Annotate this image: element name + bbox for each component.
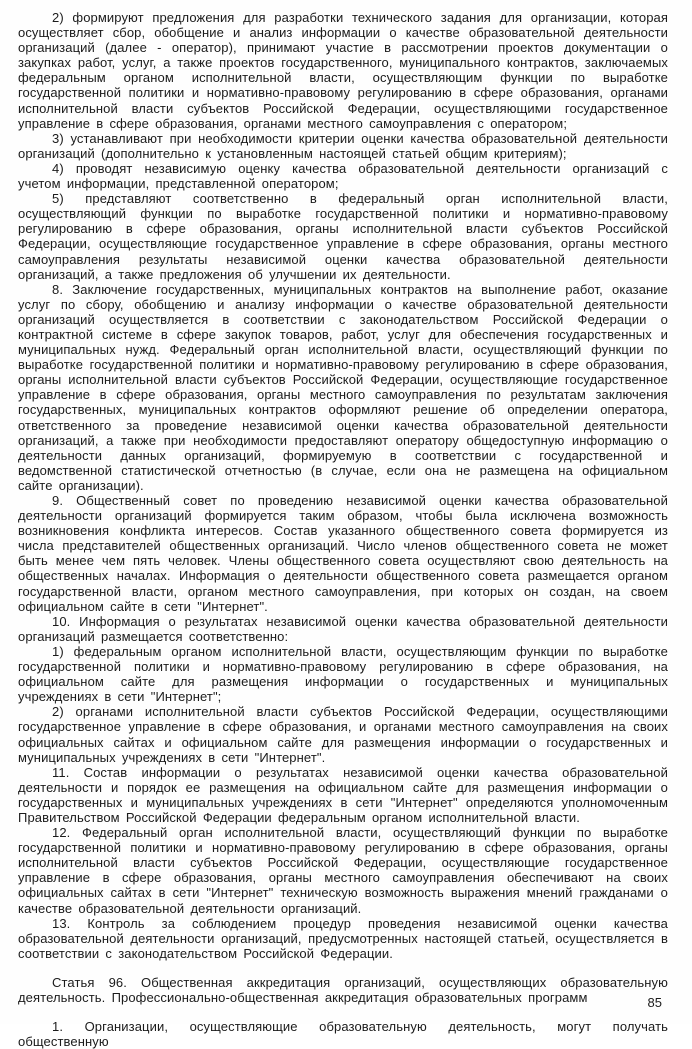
paragraph-subitem-3: 3) устанавливают при необходимости критерии оценки качества образовательной деятельности организаций (дополнительно к установленным настоящей статьей общим критериям); bbox=[18, 130, 668, 161]
paragraph-item-11: 11. Состав информации о результатах независимой оценки качества образовательной деятельности и порядок ее размещения на официальном сайте для размещения информации о государственных и муниципальных учреждениях в сети "Интернет" определяются уполномоченным Правительством Российской Федерации федеральным органом исполнительной власти. bbox=[18, 764, 668, 825]
article-96-heading: Статья 96. Общественная аккредитация организаций, осуществляющих образовательную деятельность. Профессионально-общественная аккредитация образовательных программ bbox=[18, 974, 668, 1005]
paragraph-subitem-2: 2) формируют предложения для разработки технического задания для организации, которая осуществляет сбор, обобщение и анализ информации о качестве образовательной деятельности организаций (далее - оператор), принимают участие в рассмотрении проектов документации о закупках работ, услуг, а также проектов государственного, муниципального контрактов, заключаемых федеральным органом исполнительной власти, осуществляющим функции по выработке государственной политики и нормативно-правовому регулированию в сфере образования, органами исполнительной власти субъектов Российской Федерации, осуществляющими государственное управление в сфере образования, органами местного самоуправления с оператором; bbox=[18, 10, 668, 131]
paragraph-subitem-5: 5) представляют соответственно в федеральный орган исполнительной власти, осуществляющий функции по выработке государственной политики и нормативно-правовому регулированию в сфере образования, органы исполнительной власти субъектов Российской Федерации, осуществляющие государственное управление в сфере образования, органы местного самоуправления результаты независимой оценки качества образовательной деятельности организаций, а также предложения об улучшении их деятельности. bbox=[18, 191, 668, 282]
paragraph-item-12: 12. Федеральный орган исполнительной власти, осуществляющий функции по выработке государственной политики и нормативно-правовому регулированию в сфере образования, органы исполнительной власти субъектов Российской Федерации, осуществляющие государственное управление в сфере образования, органы местного самоуправления обеспечивают на своих официальных сайтах в сети "Интернет" техническую возможность выражения мнений гражданами о качестве образовательной деятельности организаций. bbox=[18, 825, 668, 916]
paragraph-article-96-item-1: 1. Организации, осуществляющие образовательную деятельность, могут получать общественную bbox=[18, 1019, 668, 1049]
paragraph-item-8: 8. Заключение государственных, муниципальных контрактов на выполнение работ, оказание услуг по сбору, обобщению и анализу информации о качестве образовательной деятельности организаций осуществляется в соответствии с законодательством Российской Федерации о контрактной системе в сфере закупок товаров, работ, услуг для обеспечения государственных и муниципальных нужд. Федеральный орган исполнительной власти, осуществляющий функции по выработке государственной политики и нормативно-правовому регулированию в сфере образования, органы исполнительной власти субъектов Российской Федерации, осуществляющие государственное управление в сфере образования, органы местного самоуправления по результатам заключения государственных, муниципальных контрактов оформляют решение об определении оператора, ответственного за проведение независимой оценки качества образовательной деятельности организаций, а также при необходимости предоставляют оператору общедоступную информацию о деятельности данных организаций, формируемую в соответствии с государственной и ведомственной статистической отчетностью (в случае, если она не размещена на официальном сайте организации). bbox=[18, 281, 668, 493]
paragraph-subitem-4: 4) проводят независимую оценку качества образовательной деятельности организаций с учетом информации, представленной оператором; bbox=[18, 160, 668, 192]
paragraph-item-13: 13. Контроль за соблюдением процедур проведения независимой оценки качества образовательной деятельности организаций, предусмотренных настоящей статьей, осуществляется в соответствии с законодательством Российской Федерации. bbox=[18, 915, 668, 961]
paragraph-item-10-sub-1: 1) федеральным органом исполнительной власти, осуществляющим функции по выработке государственной политики и нормативно-правовому регулированию в сфере образования, на официальном сайте для размещения информации о государственных и муниципальных учреждениях в сети "Интернет"; bbox=[18, 643, 668, 705]
page-number: 85 bbox=[647, 995, 662, 1010]
paragraph-item-10-sub-2: 2) органами исполнительной власти субъектов Российской Федерации, осуществляющими государственное управление в сфере образования, и органами местного самоуправления на своих официальных сайтах и официальном сайте для размещения информации о государственных и муниципальных учреждениях в сети "Интернет". bbox=[18, 704, 668, 765]
paragraph-item-10: 10. Информация о результатах независимой оценки качества образовательной деятельности организаций размещается соответственно: bbox=[18, 613, 668, 644]
paragraph-item-9: 9. Общественный совет по проведению независимой оценки качества образовательной деятельности организаций формируется таким образом, чтобы была исключена возможность возникновения конфликта интересов. Состав указанного общественного совета формируется из числа представителей общественных организаций. Число членов общественного совета не может быть менее чем пять человек. Члены общественного совета осуществляют свою деятельность на общественных началах. Информация о деятельности общественного совета размещается органом государственной власти, органом местного самоуправления, при которых он создан, на своем официальном сайте в сети "Интернет". bbox=[18, 493, 668, 614]
